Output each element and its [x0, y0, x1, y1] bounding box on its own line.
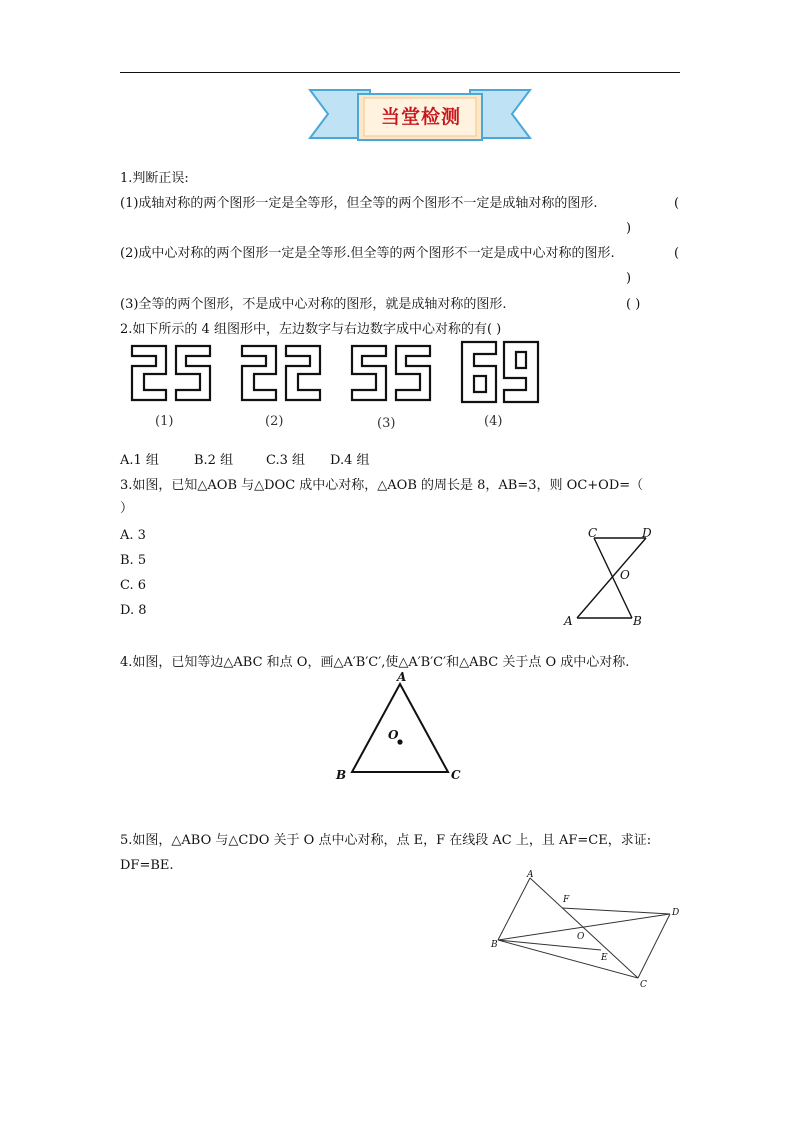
- q1-statement-2: (2)成中心对称的两个图形一定是全等形.但全等的两个图形不一定是成中心对称的图形.: [120, 246, 615, 261]
- q4-triangle-diagram: [340, 676, 460, 780]
- digit-figure-3: [352, 346, 430, 400]
- q1-answer-2-close: ): [626, 271, 632, 286]
- q5-label-b: B: [491, 940, 498, 950]
- q1-answer-1-open: (: [674, 196, 680, 211]
- digit-figure-1: [132, 346, 210, 400]
- q2-caption-2: (2): [265, 414, 284, 429]
- q2-option-c: C.3 组: [266, 453, 306, 468]
- q1-answer-1-close: ): [626, 221, 632, 236]
- q2-caption-4: (4): [484, 414, 503, 429]
- q5-label-f: F: [563, 895, 570, 905]
- q2-option-b: B.2 组: [194, 453, 234, 468]
- q5-label-o: O: [577, 932, 585, 942]
- q4-stem: 4.如图，已知等边△ABC 和点 O，画△A′B′C′,使△A′B′C′和△ABC 关于点 O 成中心对称.: [120, 655, 630, 670]
- q2-option-d: D.4 组: [330, 453, 370, 468]
- q5-label-c: C: [640, 980, 647, 990]
- q3-stem-line-1: 3.如图，已知△AOB 与△DOC 成中心对称，△AOB 的周长是 8，AB=3，则 OC+OD=（: [120, 478, 644, 493]
- q1-stem: 1.判断正误:: [120, 171, 189, 186]
- digit-figure-2: [242, 346, 320, 400]
- q3-label-d: D: [642, 526, 652, 540]
- q2-caption-3: (3): [377, 416, 396, 431]
- q5-label-a: A: [527, 870, 534, 880]
- q1-answer-3-paren: ( ): [626, 297, 641, 312]
- q3-option-d: D. 8: [120, 603, 147, 618]
- q1-statement-3: (3)全等的两个图形，不是成中心对称的图形，就是成轴对称的图形.: [120, 297, 507, 312]
- q3-stem-line-2: ）: [120, 501, 134, 516]
- q2-option-a: A.1 组: [120, 453, 159, 468]
- q3-label-o: O: [620, 568, 630, 582]
- q4-label-a: A: [397, 670, 407, 684]
- q4-label-o: O: [388, 728, 399, 742]
- q3-label-c: C: [588, 526, 598, 540]
- header-rule: [120, 72, 680, 73]
- q5-label-e: E: [601, 953, 608, 963]
- q5-stem-line-2: DF=BE.: [120, 858, 174, 873]
- q2-caption-1: (1): [155, 414, 174, 429]
- banner-title: 当堂检测: [380, 106, 461, 128]
- q3-label-b: B: [633, 614, 642, 628]
- q4-label-b: B: [336, 768, 347, 782]
- digit-figure-4: [462, 342, 538, 402]
- q5-stem-line-1: 5.如图，△ABO 与△CDO 关于 O 点中心对称，点 E，F 在线段 AC 上，且 AF=CE，求证:: [120, 833, 652, 848]
- q1-answer-2-open: (: [674, 246, 680, 261]
- q3-option-c: C. 6: [120, 578, 147, 593]
- q3-option-b: B. 5: [120, 553, 147, 568]
- q4-label-c: C: [451, 768, 461, 782]
- q2-stem: 2.如下所示的 4 组图形中，左边数字与右边数字成中心对称的有( ): [120, 322, 502, 337]
- q3-label-a: A: [564, 614, 573, 628]
- q5-label-d: D: [672, 908, 680, 918]
- q3-option-a: A. 3: [120, 528, 146, 543]
- q1-statement-1: (1)成轴对称的两个图形一定是全等形，但全等的两个图形不一定是成轴对称的图形.: [120, 196, 598, 211]
- q5-parallelogram-diagram: [486, 868, 686, 992]
